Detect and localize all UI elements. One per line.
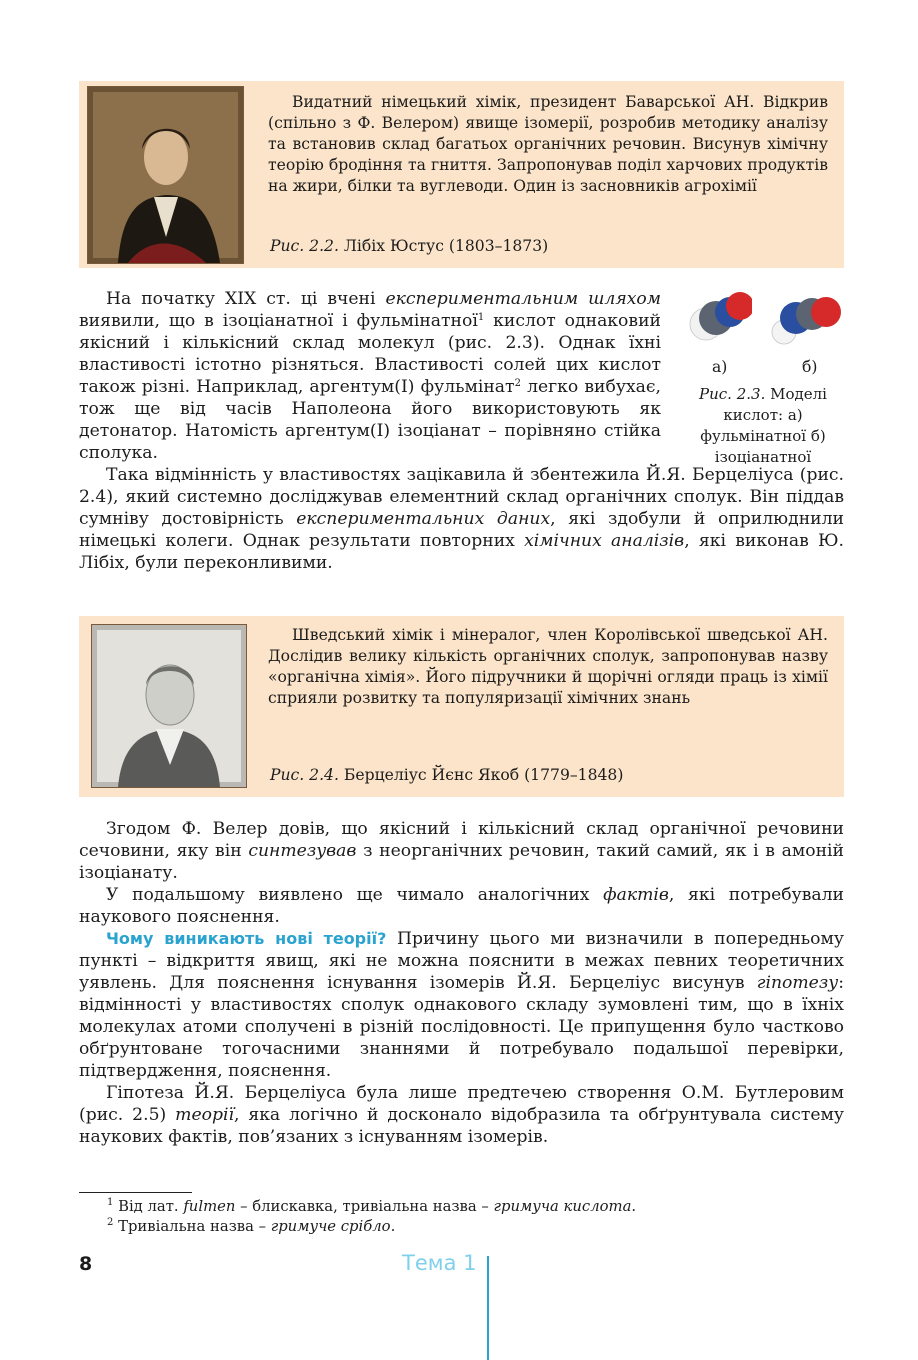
caption-text: Лібіх Юстус (1803–1873) [343, 237, 549, 255]
paragraph-6: Гіпотеза Й.Я. Берцеліуса була лише предтечею створення О.М. Бутлеровим (рис. 2.5) теорії, яка логічно й досконало відобразила та обґрунтувала систему наукових фактів, пов’язаних з існуванням ізомерів. [79, 1083, 844, 1147]
caption-text: Моделі кислот: а) фульмінатної б) ізоціанатної [700, 385, 827, 466]
paragraph-1: На початку XIX ст. ці вчені експериментальним шляхом виявили, що в ізоціанатної і фульмінатної$^1$ кислот однаковий якісний і кількісний склад молекул (рис. 2.3). Однак їхні властивості істотно різняться. Властивості солей цих кислот також різні. Наприклад, аргентум(І) фульмінат$^2$ легко вибухає, тож ще від часів Наполеона його використовують як детонатор. Натомість аргентум(І) ізоціанат – порівняно стійка сполука. [79, 289, 661, 463]
paragraph-2: Така відмінність у властивостях зацікавила й збентежила Й.Я. Берцеліуса (рис. 2.4), який системно досліджував елементний склад органічних сполук. Він піддав сумніву достовірність експериментальних даних, які здобули й оприлюднили німецькі колеги. Однак результати повторних хімічних аналізів, які виконав Ю. Лібіх, були переконливими. [79, 465, 844, 573]
portrait-berzelius [91, 624, 247, 788]
footnote-2: $^2$ Тривіальна назва – гримуче срібло. [107, 1217, 396, 1235]
caption-fig-2-4 [270, 765, 623, 786]
paragraph-3: Згодом Ф. Велер довів, що якісний і кількісний склад органічної речовини сечовини, яку він синтезував з неорганічних речовин, такий самий, як і в амоній ізоціанату. [79, 819, 844, 883]
molecule-model-isocyanic [770, 290, 844, 346]
footnotes [107, 1197, 807, 1237]
topic-label: Тема 1 [402, 1251, 477, 1275]
figure-2-3 [676, 284, 846, 474]
caption-text: Берцеліус Йєнс Якоб (1779–1848) [343, 766, 624, 784]
footer-divider [487, 1256, 489, 1360]
molecule-model-fulminic [682, 290, 752, 346]
portrait-liebig [87, 86, 244, 264]
caption-fig-2-2 [270, 236, 548, 257]
caption-label: Рис. 2.3. [699, 385, 766, 403]
page-number: 8 [79, 1253, 93, 1275]
caption-fig-2-3 [682, 384, 844, 468]
figure-label-a: а) [712, 358, 728, 376]
bio-liebig-text: Видатний німецький хімік, президент Баварської АН. Відкрив (спільно з Ф. Велером) явище ізомерії, розробив методику аналізу та встановив склад багатьох органічних речовин. Висунув хімічну теорію бродіння та гниття. Запропонував поділ харчових продуктів на жири, білки та вуглеводи. Один із засновників агрохімії [268, 93, 828, 195]
bio-berzelius-text: Шведський хімік і мінералог, член Королівської шведської АН. Дослідив велику кількість органічних сполук, запропонував назву «органічна хімія». Його підручники й щорічні огляди праць із хімії сприяли розвитку та популяризації хімічних знань [268, 626, 828, 707]
footnote-1: $^1$ Від лат. fulmen – блискавка, тривіальна назва – гримуча кислота. [107, 1197, 637, 1215]
caption-label: Рис. 2.4. [270, 766, 339, 784]
footnote-rule [79, 1192, 192, 1193]
section-question: Чому виникають нові теорії? [106, 929, 387, 948]
figure-label-b: б) [802, 358, 818, 376]
paragraph-4: У подальшому виявлено ще чимало аналогічних фактів, які потребували наукового пояснення. [79, 885, 845, 927]
paragraph-5: Чому виникають нові теорії? Причину цього ми визначили в попередньому пункті – відкриття явищ, які не можна пояснити в межах певних теоретичних уявлень. Для пояснення існування ізомерів Й.Я. Берцеліус висунув гіпотезу: відмінності у властивостях сполук однакового складу зумовлені тим, що в їхніх молекулах атоми сполучені в різній послідовності. Це припущення було частково обґрунтоване тогочасними знаннями й потребувало подальшої перевірки, підтвердження, пояснення. [79, 929, 844, 1081]
caption-label: Рис. 2.2. [270, 237, 339, 255]
